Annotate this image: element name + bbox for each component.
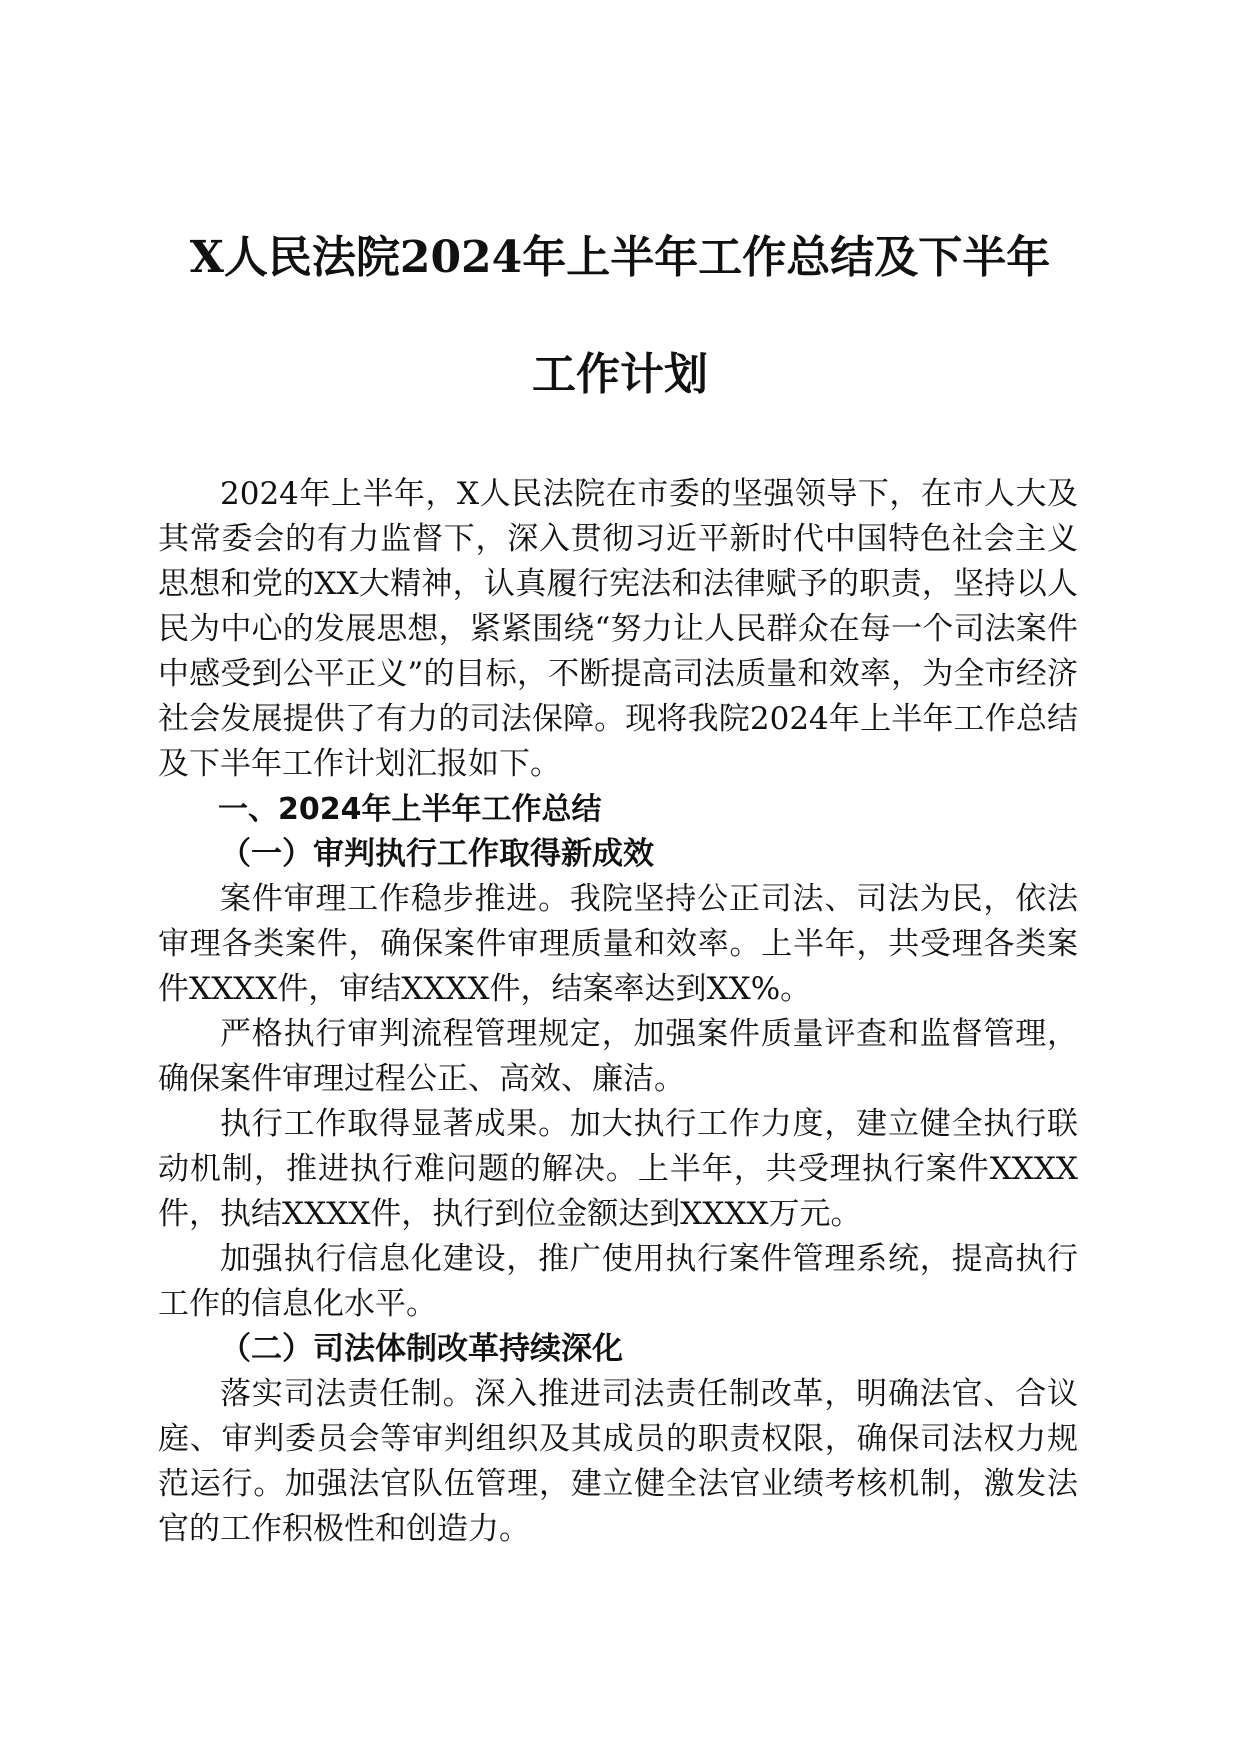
body-paragraph: 严格执行审判流程管理规定，加强案件质量评查和监督管理，确保案件审理过程公正、高效、廉洁。	[158, 1016, 1078, 1097]
body-paragraph: 案件审理工作稳步推进。我院坚持公正司法、司法为民，依法审理各类案件，确保案件审理质量和效率。上半年，共受理各类案件XXXX件，审结XXXX件，结案率达到XX%。	[158, 881, 1078, 1007]
subsection-heading: （一）审判执行工作取得新成效	[220, 836, 654, 872]
intro-paragraph: 2024年上半年，X人民法院在市委的坚强领导下，在市人大及其常委会的有力监督下，深入贯彻习近平新时代中国特色社会主义思想和党的XX大精神，认真履行宪法和法律赋予的职责，坚持以人民为中心的发展思想，紧紧围绕“努力让人民群众在每一个司法案件中感受到公平正义”的目标，不断提高司法质量和效率，为全市经济社会发展提供了有力的司法保障。现将我院2024年上半年工作总结及下半年工作计划汇报如下。	[158, 476, 1078, 782]
body-paragraph: 落实司法责任制。深入推进司法责任制改革，明确法官、合议庭、审判委员会等审判组织及其成员的职责权限，确保司法权力规范运行。加强法官队伍管理，建立健全法官业绩考核机制，激发法官的工作积极性和创造力。	[158, 1376, 1078, 1547]
document-body	[158, 472, 1078, 1552]
document-title-line-1: X人民法院2024年上半年工作总结及下半年	[189, 232, 1051, 283]
body-paragraph: 加强执行信息化建设，推广使用执行案件管理系统，提高执行工作的信息化水平。	[158, 1241, 1078, 1322]
document-title-line-2: 工作计划	[532, 349, 708, 400]
body-paragraph: 执行工作取得显著成果。加大执行工作力度，建立健全执行联动机制，推进执行难问题的解决。上半年，共受理执行案件XXXX件，执结XXXX件，执行到位金额达到XXXX万元。	[158, 1106, 1078, 1232]
section-heading: 一、2024年上半年工作总结	[218, 792, 602, 827]
subsection-heading: （二）司法体制改革持续深化	[220, 1331, 623, 1367]
